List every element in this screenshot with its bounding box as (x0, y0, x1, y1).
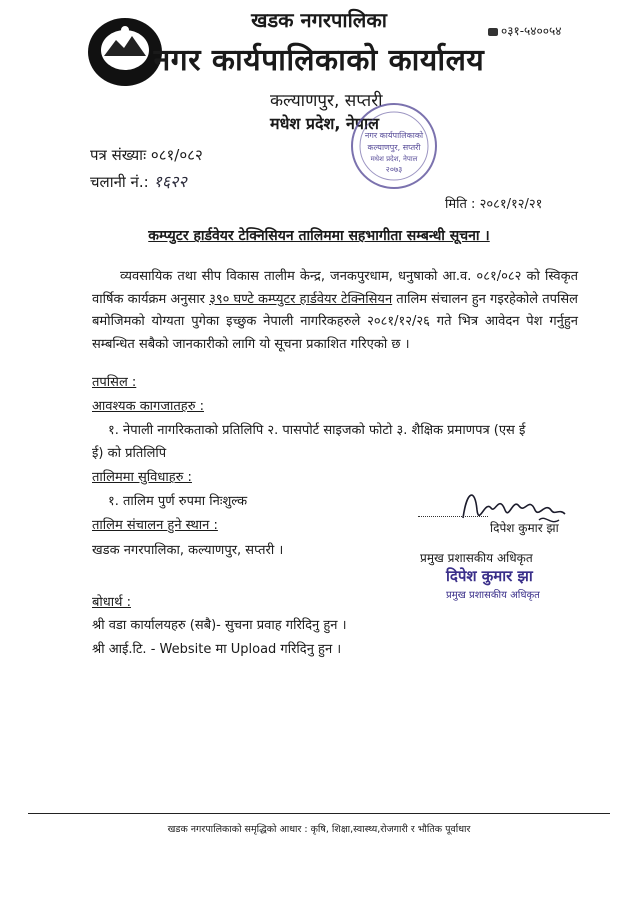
facilities-item: १. तालिम पुर्ण रुपमा निःशुल्क (108, 494, 248, 509)
body-underlined-course: ३९० घण्टे कम्प्युटर हार्डवेयर टेक्निसियन (209, 291, 393, 307)
date-label: मिति : (445, 197, 476, 212)
documents-line-1: १. नेपाली नागरिकताको प्रतिलिपि २. पासपोर्ट साइजको फोटो ३. शैक्षिक प्रमाणपत्र (एस ई (108, 423, 526, 438)
stamp-text-state: मधेश प्रदेश, नेपाल (370, 155, 418, 163)
stamp-text-top: नगर कार्यपालिकाको (364, 131, 424, 140)
signatory-name: दिपेश कुमार झा (490, 521, 559, 535)
date-value: २०८१/१२/२१ (479, 197, 543, 212)
date (445, 194, 542, 212)
municipality-name: खडक नगरपालिका (251, 8, 387, 32)
phone-icon (488, 28, 498, 36)
stamp-text-bottom: कल्याणपुर, सप्तरी (367, 143, 421, 152)
signature-stamp-title: प्रमुख प्रशासकीय अधिकृत (446, 590, 540, 601)
phone-number (488, 22, 562, 39)
venue-heading: तालिम संचालन हुने स्थान : (92, 518, 218, 533)
letter-number (90, 145, 203, 165)
dispatch-number-value: १६२२ (153, 172, 187, 191)
signature-stamp-name: दिपेश कुमार झा (446, 567, 533, 585)
office-title: नगर कार्यपालिकाको कार्यालय (153, 43, 485, 78)
cc-heading: बोधार्थ : (92, 595, 131, 610)
dispatch-number (90, 170, 187, 192)
address-line-1: कल्याणपुर, सप्तरी (270, 91, 383, 111)
cc-line-2: श्री आई.टि. - Website मा Upload गरिदिनु हुन । (92, 642, 342, 657)
documents-line-2: ई) को प्रतिलिपि (92, 446, 167, 461)
signature-line (418, 516, 488, 517)
body-part-2: तालिम संचालन हुन गइरहेकोले तपसिल बमोजिमको योग्यता पुगेका इच्छुक नेपाली नागरिकहरुले २०८१/१२/२६ गते भित्र आवेदन पेश गर्नुहुन सम्बन्धित सबैको जानकारीको लागि यो सूचना प्रकाशित गरिएको छ । (92, 291, 578, 352)
details-heading: तपसिल : (92, 375, 137, 390)
documents-heading: आवश्यक कागजातहरु : (92, 399, 204, 414)
signatory-title: प्रमुख प्रशासकीय अधिकृत (420, 551, 533, 565)
phone-value: ०३१-५४००५४ (501, 24, 562, 38)
address-line-2: मधेश प्रदेश, नेपाल (270, 114, 379, 133)
venue-value: खडक नगरपालिका, कल्याणपुर, सप्तरी । (92, 543, 284, 558)
footer-motto: खडक नगरपालिकाको समृद्धिको आधार : कृषि, शिक्षा,स्वास्थ्य,रोजगारी र भौतिक पूर्वाधार (167, 824, 471, 835)
letter-number-label: पत्र संख्याः (90, 146, 147, 164)
cc-line-1: श्री वडा कार्यालयहरु (सबै)- सुचना प्रवाह गरिदिनु हुन । (92, 618, 347, 633)
facilities-heading: तालिममा सुविधाहरु : (92, 470, 192, 485)
notice-subject: कम्प्युटर हार्डवेयर टेक्निसियन तालिममा सहभागीता सम्बन्धी सूचना । (148, 228, 490, 244)
notice-body (92, 266, 578, 356)
body-part-1: व्यवसायिक तथा सीप विकास तालीम केन्द्र, जनकपुरधाम, धनुषाको आ.व. ०८१/०८२ को स्विकृत वार्षिक कार्यक्रम अनुसार (92, 269, 578, 307)
stamp-year: २०७३ (385, 165, 403, 174)
footer-divider (28, 813, 610, 814)
dispatch-number-label: चलानी नं.: (90, 173, 149, 191)
letter-number-value: ०८१/०८२ (150, 146, 203, 164)
office-stamp-icon (348, 100, 440, 192)
